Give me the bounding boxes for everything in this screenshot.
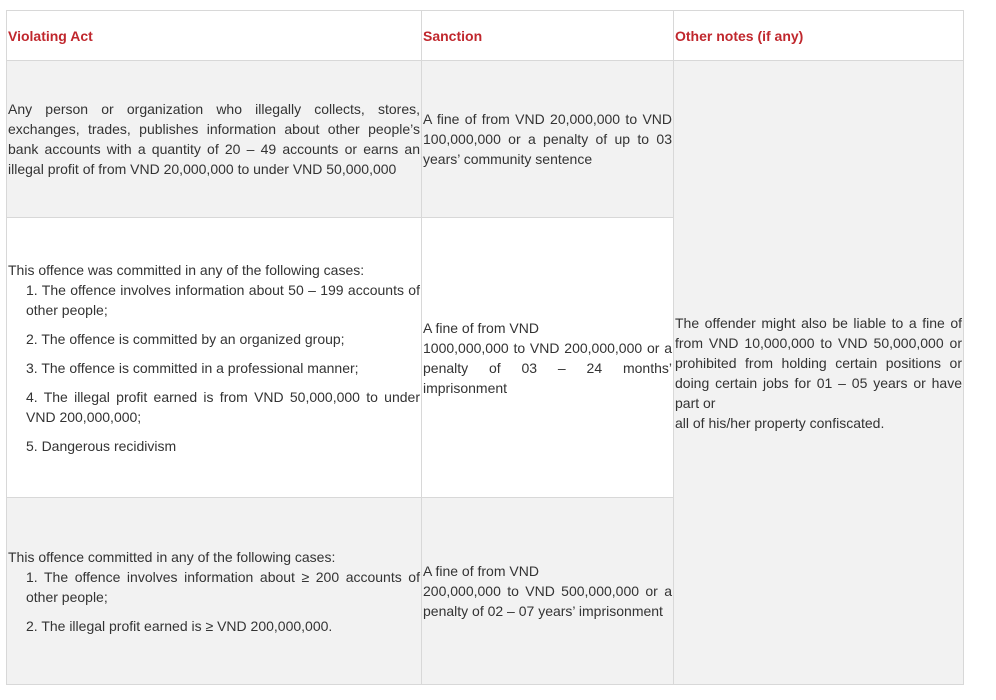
cases-list (8, 567, 420, 636)
list-item: 4. The illegal profit earned is from VND 50,000,000 to under VND 200,000,000; (26, 388, 420, 425)
list-item: 1. The offence involves information about 50 – 199 accounts of other people; (26, 281, 420, 318)
cases-list (8, 280, 420, 456)
violating-act-cell (7, 61, 422, 218)
violating-act-cell (7, 218, 422, 498)
cases-intro: This offence was committed in any of the following cases: (8, 261, 365, 278)
header-row (7, 11, 964, 61)
sanction-cell (422, 61, 674, 218)
header-violating-act: Violating Act (7, 11, 422, 61)
list-item: 2. The offence is committed by an organized group; (26, 330, 345, 347)
sanction-text: A fine of from VND 20,000,000 to VND 100,000,000 or a penalty of up to 03 years’ community sentence (423, 111, 672, 167)
sanction-text: 200,000,000 to VND 500,000,000 or a penalty of 02 – 07 years’ imprisonment (423, 583, 672, 619)
list-item: 1. The offence involves information about ≥ 200 accounts of other people; (26, 568, 420, 605)
list-item: 5. Dangerous recidivism (26, 437, 177, 454)
sanction-text-start: A fine of from VND (423, 563, 539, 579)
header-other-notes: Other notes (if any) (674, 11, 964, 61)
sanction-text: 1000,000,000 to VND 200,000,000 or a penalty of 03 – 24 months’ imprisonment (423, 339, 672, 396)
violating-act-cell (7, 498, 422, 685)
list-item: 2. The illegal profit earned is ≥ VND 200,000,000. (26, 617, 333, 634)
violating-act-text: Any person or organization who illegally collects, stores, exchanges, trades, publishes information about other people’s bank accounts with a quantity of 20 – 49 accounts or earns an illegal profit of from VND 20,000,000 to under VND 50,000,000 (8, 101, 420, 177)
list-item: 3. The offence is committed in a professional manner; (26, 359, 359, 376)
sanction-text-start: A fine of from VND (423, 319, 539, 336)
cases-intro: This offence committed in any of the following cases: (8, 548, 336, 565)
header-sanction: Sanction (422, 11, 674, 61)
other-notes-text: The offender might also be liable to a fine of from VND 10,000,000 to VND 50,000,000 or prohibited from holding certain positions or doing certain jobs for 01 – 05 years or have part or (675, 314, 962, 411)
other-notes-text-end: all of his/her property confiscated. (675, 414, 885, 431)
other-notes-cell (674, 61, 964, 685)
sanction-cell (422, 218, 674, 498)
penalty-table (6, 10, 964, 685)
sanction-cell (422, 498, 674, 685)
table-row (7, 61, 964, 218)
